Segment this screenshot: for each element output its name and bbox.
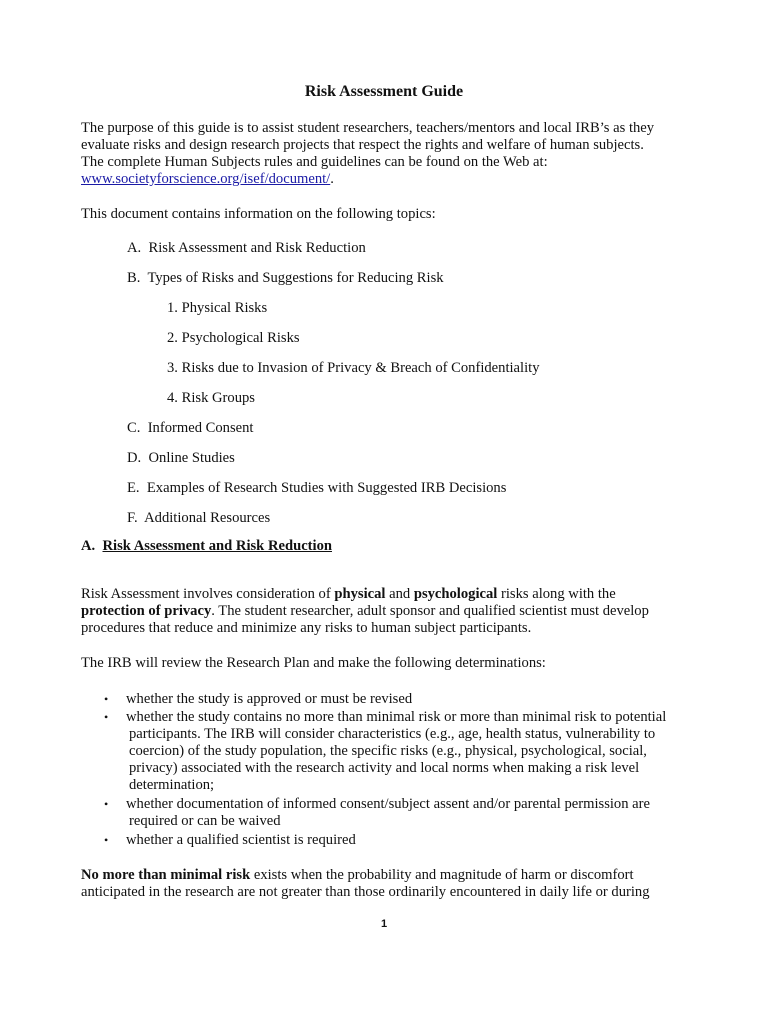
- bullet-2-line-1: whether the study contains no more than minimal risk or more than minimal risk to potential: [126, 709, 667, 725]
- bullet-2-line-3: coercion) of the study population, the specific risks (e.g., physical, psychological, social,: [129, 743, 647, 759]
- topic-label: Examples of Research Studies with Suggested IRB Decisions: [146, 480, 507, 496]
- subtopic-label: Risks due to Invasion of Privacy & Breach of Confidentiality: [181, 360, 540, 376]
- topic-letter: A.: [127, 240, 142, 256]
- topic-label: Risk Assessment and Risk Reduction: [148, 240, 366, 256]
- intro-line-2: evaluate risks and design research projects that respect the rights and welfare of human subjects.: [81, 137, 644, 153]
- section-a-p1-line-3: procedures that reduce and minimize any risks to human subject participants.: [81, 620, 532, 636]
- section-title: Risk Assessment and Risk Reduction: [102, 538, 332, 554]
- bullet-icon: •: [104, 710, 109, 724]
- subtopic-2: [167, 330, 300, 348]
- text-run: risks along with the: [497, 586, 616, 602]
- section-a-p3-line-2: anticipated in the research are not greater than those ordinarily encountered in daily life or during: [81, 884, 650, 900]
- topic-c: [127, 420, 253, 438]
- page-number: 1: [380, 918, 388, 930]
- document-title: Risk Assessment Guide: [304, 83, 464, 100]
- isef-document-link[interactable]: www.societyforscience.org/isef/document/: [81, 171, 331, 187]
- bullet-2-line-2: participants. The IRB will consider characteristics (e.g., age, health status, vulnerability to: [129, 726, 656, 742]
- bold-protection-of-privacy: protection of privacy: [81, 603, 212, 619]
- subtopic-number: 3.: [167, 360, 178, 376]
- topics-intro: This document contains information on the following topics:: [81, 206, 436, 222]
- subtopic-label: Psychological Risks: [181, 330, 300, 346]
- bullet-icon: •: [104, 833, 109, 847]
- section-a-p3-line-1: [81, 867, 634, 885]
- intro-line-1: The purpose of this guide is to assist student researchers, teachers/mentors and local IRB’s as they: [81, 120, 655, 136]
- topic-label: Additional Resources: [144, 510, 271, 526]
- section-a-p1-line-1: [81, 586, 616, 604]
- text-run: exists when the probability and magnitude of harm or discomfort: [250, 867, 634, 883]
- subtopic-number: 1.: [167, 300, 178, 316]
- topic-label: Informed Consent: [147, 420, 254, 436]
- subtopic-3: [167, 360, 540, 378]
- topic-letter: E.: [127, 480, 140, 496]
- section-a-p1-line-2: [81, 603, 649, 621]
- topic-d: [127, 450, 235, 468]
- bullet-1-line-1: whether the study is approved or must be revised: [126, 691, 413, 707]
- bullet-icon: •: [104, 797, 109, 811]
- bold-minimal-risk: No more than minimal risk: [81, 867, 251, 883]
- bullet-2-line-5: determination;: [129, 777, 215, 793]
- subtopic-number: 2.: [167, 330, 178, 346]
- bold-psychological: psychological: [413, 586, 498, 602]
- topic-a: [127, 240, 366, 258]
- topic-letter: F.: [127, 510, 138, 526]
- bullet-4-line-1: whether a qualified scientist is required: [126, 832, 356, 848]
- intro-line-4: [81, 171, 334, 189]
- subtopic-4: [167, 390, 255, 408]
- topic-f: [127, 510, 270, 528]
- text-run: Risk Assessment involves consideration of: [81, 586, 335, 602]
- section-a-p2: The IRB will review the Research Plan and make the following determinations:: [81, 655, 546, 671]
- topic-letter: B.: [127, 270, 141, 286]
- subtopic-label: Physical Risks: [181, 300, 268, 316]
- bullet-icon: •: [104, 692, 109, 706]
- text-run: . The student researcher, adult sponsor and qualified scientist must develop: [211, 603, 649, 619]
- subtopic-number: 4.: [167, 390, 178, 406]
- intro-line-3: The complete Human Subjects rules and guidelines can be found on the Web at:: [81, 154, 548, 170]
- topic-label: Online Studies: [148, 450, 235, 466]
- bullet-2-line-4: privacy) associated with the research activity and local norms when making a risk level: [129, 760, 640, 776]
- bold-physical: physical: [334, 586, 386, 602]
- bullet-3-line-2: required or can be waived: [129, 813, 281, 829]
- section-letter: A.: [81, 538, 96, 554]
- subtopic-1: [167, 300, 267, 318]
- section-a-heading: [81, 538, 332, 556]
- topic-letter: D.: [127, 450, 142, 466]
- topic-b: [127, 270, 444, 288]
- topic-label: Types of Risks and Suggestions for Reducing Risk: [147, 270, 444, 286]
- subtopic-label: Risk Groups: [181, 390, 255, 406]
- text-run: and: [385, 586, 414, 602]
- topic-e: [127, 480, 506, 498]
- topic-letter: C.: [127, 420, 141, 436]
- intro-link-period: .: [330, 171, 334, 187]
- bullet-3-line-1: whether documentation of informed consent/subject assent and/or parental permission are: [126, 796, 650, 812]
